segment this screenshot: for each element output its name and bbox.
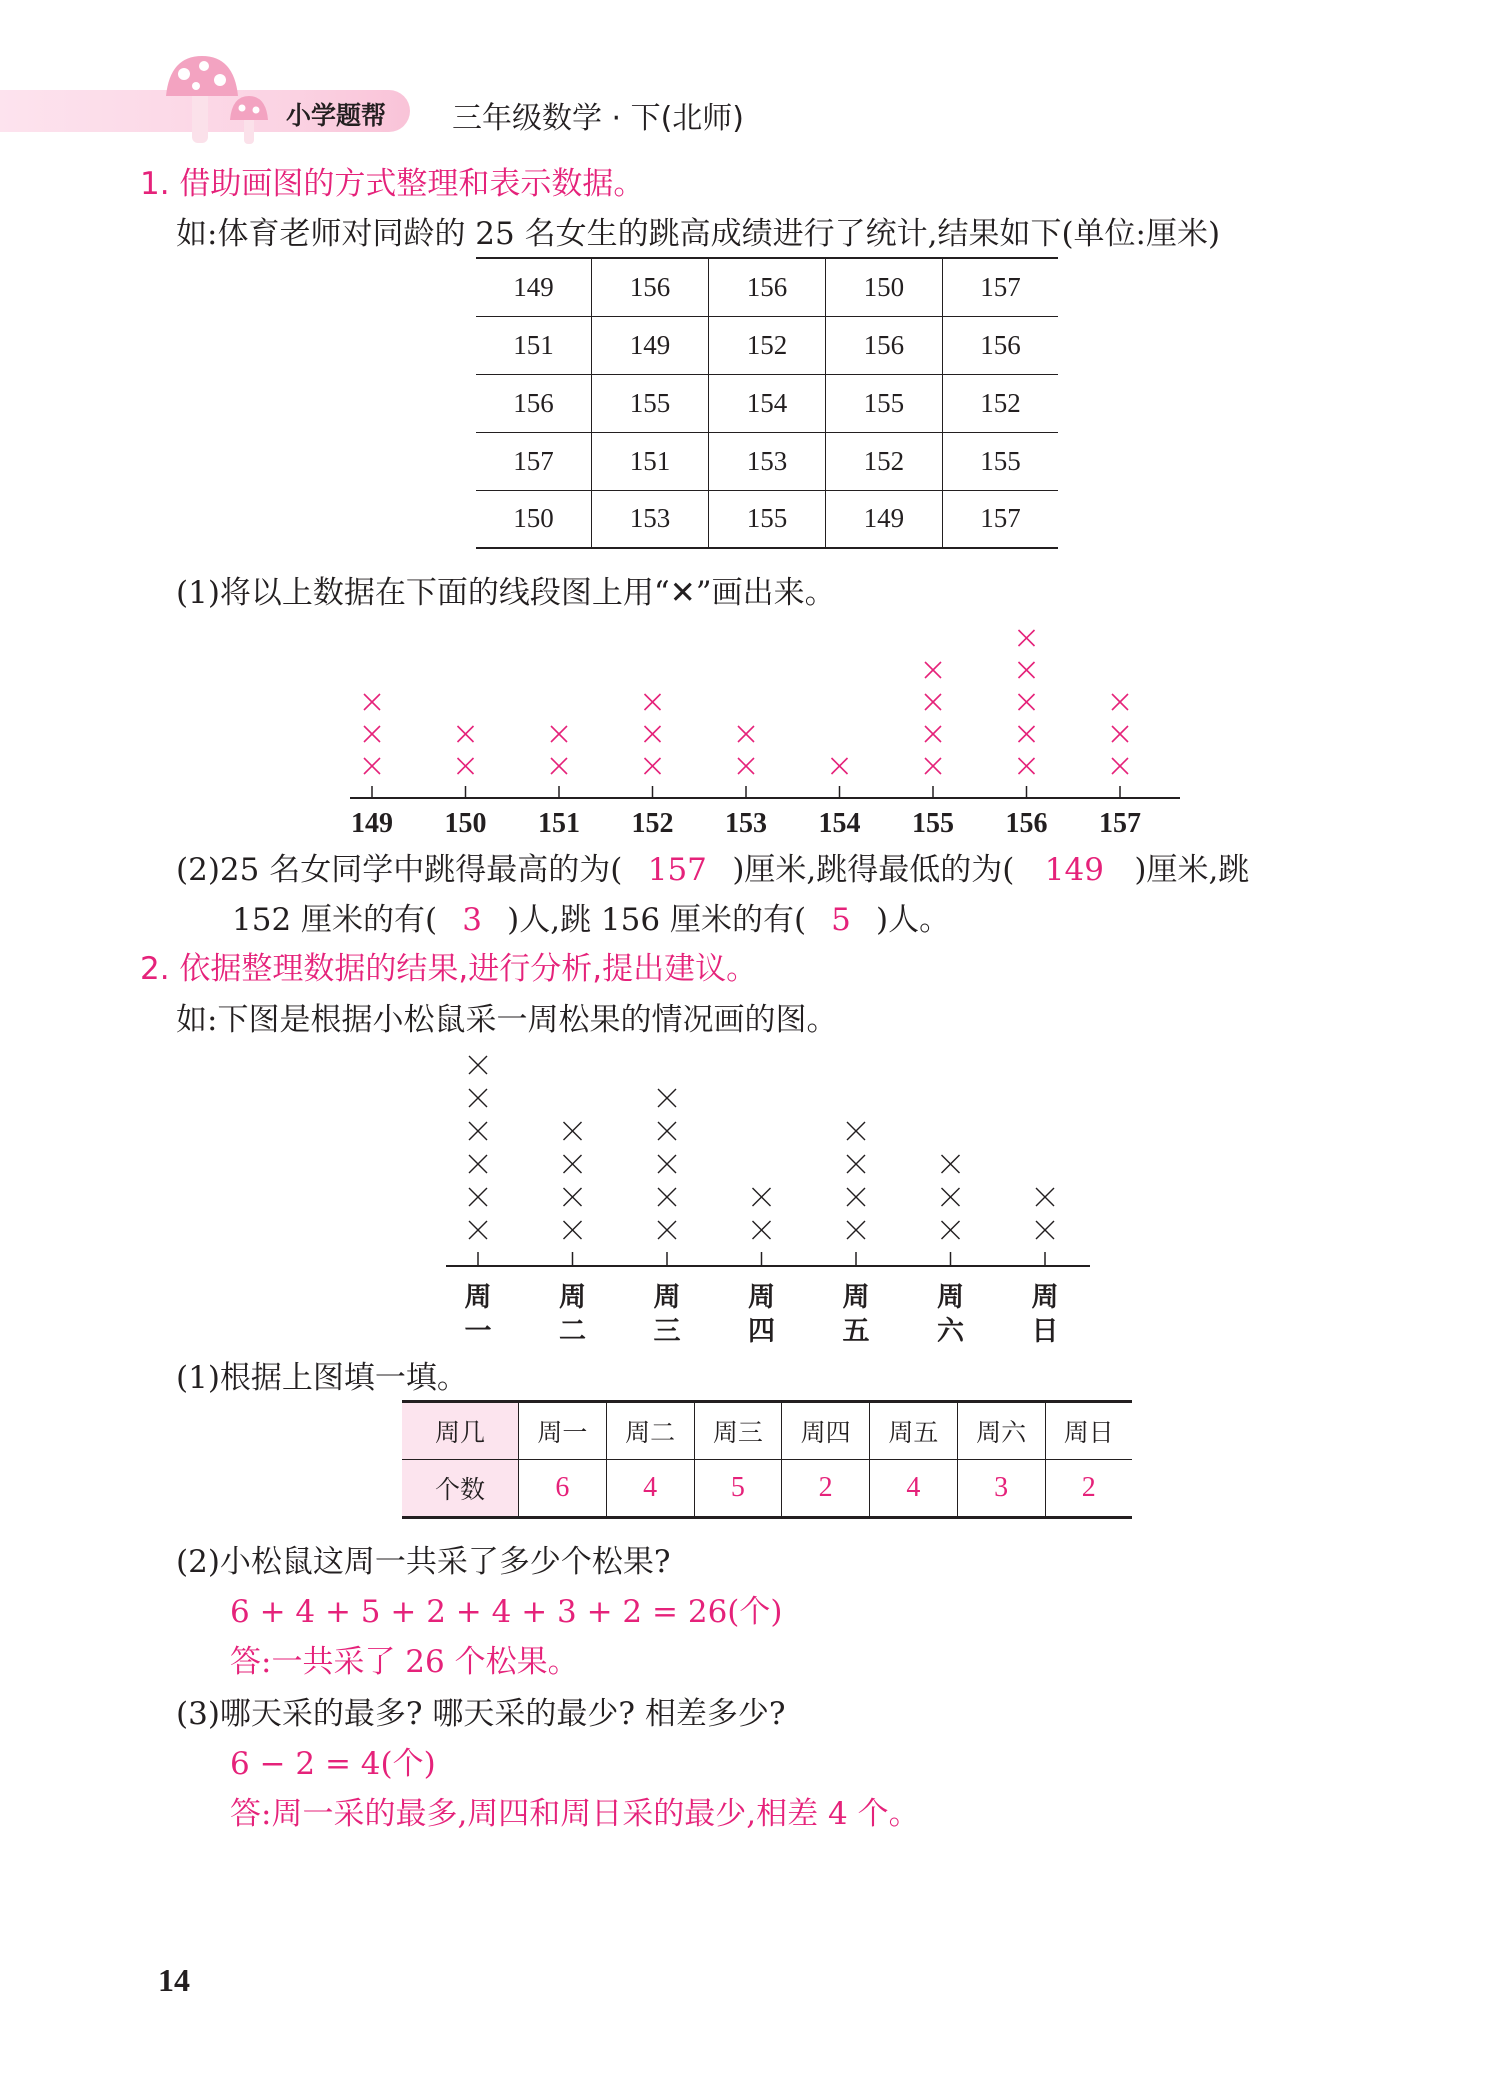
x-mark bbox=[847, 1122, 865, 1140]
axis-tick-label: 151 bbox=[538, 808, 580, 839]
x-mark bbox=[645, 694, 661, 710]
x-mark bbox=[645, 758, 661, 774]
q2-line2-c: )人。 bbox=[876, 902, 951, 938]
table-value-cell: 6 bbox=[519, 1460, 607, 1518]
section1-example: 如:体育老师对同龄的 25 名女生的跳高成绩进行了统计,结果如下(单位:厘米) bbox=[176, 216, 1221, 252]
x-mark bbox=[738, 758, 754, 774]
table-header-cell: 周二 bbox=[606, 1402, 694, 1460]
x-mark bbox=[1019, 726, 1035, 742]
x-mark bbox=[469, 1089, 487, 1107]
x-mark bbox=[469, 1056, 487, 1074]
x-mark bbox=[458, 758, 474, 774]
table-cell: 152 bbox=[709, 316, 826, 374]
section2-q3-answer: 答:周一采的最多,周四和周日采的最少,相差 4 个。 bbox=[230, 1796, 920, 1832]
table-cell: 149 bbox=[825, 490, 942, 548]
table-cell: 151 bbox=[476, 316, 592, 374]
mushroom-logo-icon bbox=[160, 52, 280, 147]
x-mark bbox=[1019, 630, 1035, 646]
x-mark bbox=[753, 1188, 771, 1206]
x-mark bbox=[1019, 694, 1035, 710]
table-value-cell: 3 bbox=[957, 1460, 1045, 1518]
q2-mid1: )厘米,跳得最低的为( bbox=[732, 852, 1015, 888]
axis-tick-label-bottom: 日 bbox=[1031, 1316, 1059, 1347]
axis-tick-label-top: 周 bbox=[842, 1282, 870, 1313]
table-cell: 156 bbox=[942, 316, 1058, 374]
table-cell: 152 bbox=[942, 374, 1058, 432]
x-mark bbox=[551, 726, 567, 742]
table-cell: 155 bbox=[709, 490, 826, 548]
x-mark bbox=[1036, 1188, 1054, 1206]
x-mark bbox=[847, 1221, 865, 1239]
x-mark bbox=[551, 758, 567, 774]
header-brand: 小学题帮 bbox=[286, 101, 387, 130]
table-header-cell: 周三 bbox=[694, 1402, 782, 1460]
table-header-cell: 周一 bbox=[519, 1402, 607, 1460]
section1-question-1: (1)将以上数据在下面的线段图上用“✕”画出来。 bbox=[176, 575, 836, 611]
x-mark bbox=[925, 694, 941, 710]
axis-tick-label: 154 bbox=[818, 808, 861, 839]
pinecone-table bbox=[402, 1400, 1132, 1519]
section2-example: 如:下图是根据小松鼠采一周松果的情况画的图。 bbox=[176, 1002, 838, 1038]
axis-tick-label-bottom: 五 bbox=[842, 1316, 870, 1347]
table-value-cell: 2 bbox=[1045, 1460, 1132, 1518]
axis-tick-label-bottom: 六 bbox=[937, 1316, 964, 1347]
table-cell: 156 bbox=[476, 374, 592, 432]
x-mark bbox=[1019, 662, 1035, 678]
table-cell: 155 bbox=[592, 374, 709, 432]
pinecone-dot-plot bbox=[440, 1040, 1100, 1350]
header-title: 三年级数学 · 下(北师) bbox=[452, 101, 745, 136]
axis-tick-label-top: 周 bbox=[559, 1282, 586, 1313]
section2-q3-calc: 6 − 2 = 4(个) bbox=[230, 1746, 436, 1782]
section1-question-2 bbox=[176, 844, 1249, 889]
x-mark bbox=[645, 726, 661, 742]
x-mark bbox=[942, 1155, 960, 1173]
axis-tick-label-bottom: 一 bbox=[464, 1316, 492, 1347]
x-mark bbox=[658, 1089, 676, 1107]
axis-tick-label: 149 bbox=[351, 808, 393, 839]
x-mark bbox=[1019, 758, 1035, 774]
x-mark bbox=[364, 758, 380, 774]
section1-heading: 1. 借助画图的方式整理和表示数据。 bbox=[140, 166, 645, 202]
axis-tick-label: 156 bbox=[1005, 808, 1048, 839]
table-cell: 153 bbox=[709, 432, 826, 490]
axis-tick-label-bottom: 四 bbox=[748, 1316, 775, 1347]
table-cell: 149 bbox=[592, 316, 709, 374]
height-dot-plot bbox=[340, 610, 1200, 845]
table-cell: 157 bbox=[942, 490, 1058, 548]
x-mark bbox=[942, 1221, 960, 1239]
x-mark bbox=[564, 1155, 582, 1173]
axis-tick-label: 152 bbox=[631, 808, 674, 839]
x-mark bbox=[564, 1122, 582, 1140]
section2-question-1: (1)根据上图填一填。 bbox=[176, 1360, 468, 1396]
x-mark bbox=[469, 1122, 487, 1140]
x-mark bbox=[658, 1155, 676, 1173]
x-mark bbox=[364, 694, 380, 710]
table-header-cell: 周几 bbox=[402, 1402, 519, 1460]
axis-tick-label-top: 周 bbox=[937, 1282, 964, 1313]
axis-tick-label-bottom: 三 bbox=[653, 1316, 681, 1347]
table-cell: 150 bbox=[476, 490, 592, 548]
table-value-cell: 5 bbox=[694, 1460, 782, 1518]
table-cell: 155 bbox=[942, 432, 1058, 490]
x-mark bbox=[469, 1155, 487, 1173]
axis-tick-label-top: 周 bbox=[748, 1282, 775, 1313]
table-header-cell: 周四 bbox=[782, 1402, 870, 1460]
answer-count-156: 5 bbox=[831, 902, 851, 938]
x-mark bbox=[564, 1221, 582, 1239]
section2-question-3: (3)哪天采的最多? 哪天采的最少? 相差多少? bbox=[176, 1696, 786, 1732]
x-mark bbox=[1036, 1221, 1054, 1239]
x-mark bbox=[925, 662, 941, 678]
section2-q2-calc: 6 + 4 + 5 + 2 + 4 + 3 + 2 = 26(个) bbox=[230, 1594, 783, 1630]
table-cell: 151 bbox=[592, 432, 709, 490]
table-cell: 157 bbox=[942, 258, 1058, 316]
table-cell: 157 bbox=[476, 432, 592, 490]
axis-tick-label: 150 bbox=[444, 808, 487, 839]
table-value-cell: 4 bbox=[870, 1460, 958, 1518]
answer-count-152: 3 bbox=[462, 902, 482, 938]
table-value-cell: 4 bbox=[606, 1460, 694, 1518]
x-mark bbox=[658, 1188, 676, 1206]
table-cell: 156 bbox=[825, 316, 942, 374]
table-cell: 154 bbox=[709, 374, 826, 432]
jump-height-table bbox=[476, 257, 1058, 549]
axis-tick-label-bottom: 二 bbox=[559, 1316, 586, 1347]
x-mark bbox=[1112, 726, 1128, 742]
table-cell: 156 bbox=[592, 258, 709, 316]
q2-prefix: (2)25 名女同学中跳得最高的为( bbox=[176, 852, 623, 888]
x-mark bbox=[925, 726, 941, 742]
x-mark bbox=[1112, 694, 1128, 710]
axis-tick-label-top: 周 bbox=[1031, 1282, 1059, 1313]
table-cell: 150 bbox=[825, 258, 942, 316]
axis-tick-label: 153 bbox=[725, 808, 767, 839]
section2-question-2: (2)小松鼠这周一共采了多少个松果? bbox=[176, 1544, 671, 1580]
axis-tick-label-top: 周 bbox=[464, 1282, 492, 1313]
section1-question-2-line2 bbox=[232, 894, 950, 939]
x-mark bbox=[458, 726, 474, 742]
x-mark bbox=[832, 758, 848, 774]
x-mark bbox=[364, 726, 380, 742]
table-row-label: 个数 bbox=[402, 1460, 519, 1518]
x-mark bbox=[469, 1188, 487, 1206]
x-mark bbox=[753, 1221, 771, 1239]
x-mark bbox=[469, 1221, 487, 1239]
x-mark bbox=[925, 758, 941, 774]
x-mark bbox=[564, 1188, 582, 1206]
table-cell: 152 bbox=[825, 432, 942, 490]
table-cell: 149 bbox=[476, 258, 592, 316]
x-mark bbox=[1112, 758, 1128, 774]
x-mark bbox=[658, 1221, 676, 1239]
table-cell: 153 bbox=[592, 490, 709, 548]
q2-mid2: )厘米,跳 bbox=[1134, 852, 1250, 888]
x-mark bbox=[942, 1188, 960, 1206]
axis-tick-label-top: 周 bbox=[653, 1282, 681, 1313]
table-value-cell: 2 bbox=[782, 1460, 870, 1518]
table-cell: 155 bbox=[825, 374, 942, 432]
q2-line2-b: )人,跳 156 厘米的有( bbox=[507, 902, 807, 938]
answer-max-height: 157 bbox=[647, 852, 707, 888]
table-header-cell: 周五 bbox=[870, 1402, 958, 1460]
page-number: 14 bbox=[158, 1962, 190, 1998]
axis-tick-label: 155 bbox=[912, 808, 954, 839]
answer-min-height: 149 bbox=[1044, 852, 1104, 888]
x-mark bbox=[658, 1122, 676, 1140]
section2-heading: 2. 依据整理数据的结果,进行分析,提出建议。 bbox=[140, 951, 758, 987]
x-mark bbox=[847, 1155, 865, 1173]
q2-line2-a: 152 厘米的有( bbox=[232, 902, 438, 938]
section2-q2-answer: 答:一共采了 26 个松果。 bbox=[230, 1644, 579, 1680]
x-mark bbox=[847, 1188, 865, 1206]
axis-tick-label: 157 bbox=[1099, 808, 1141, 839]
table-cell: 156 bbox=[709, 258, 826, 316]
table-header-cell: 周日 bbox=[1045, 1402, 1132, 1460]
x-mark bbox=[738, 726, 754, 742]
table-header-cell: 周六 bbox=[957, 1402, 1045, 1460]
